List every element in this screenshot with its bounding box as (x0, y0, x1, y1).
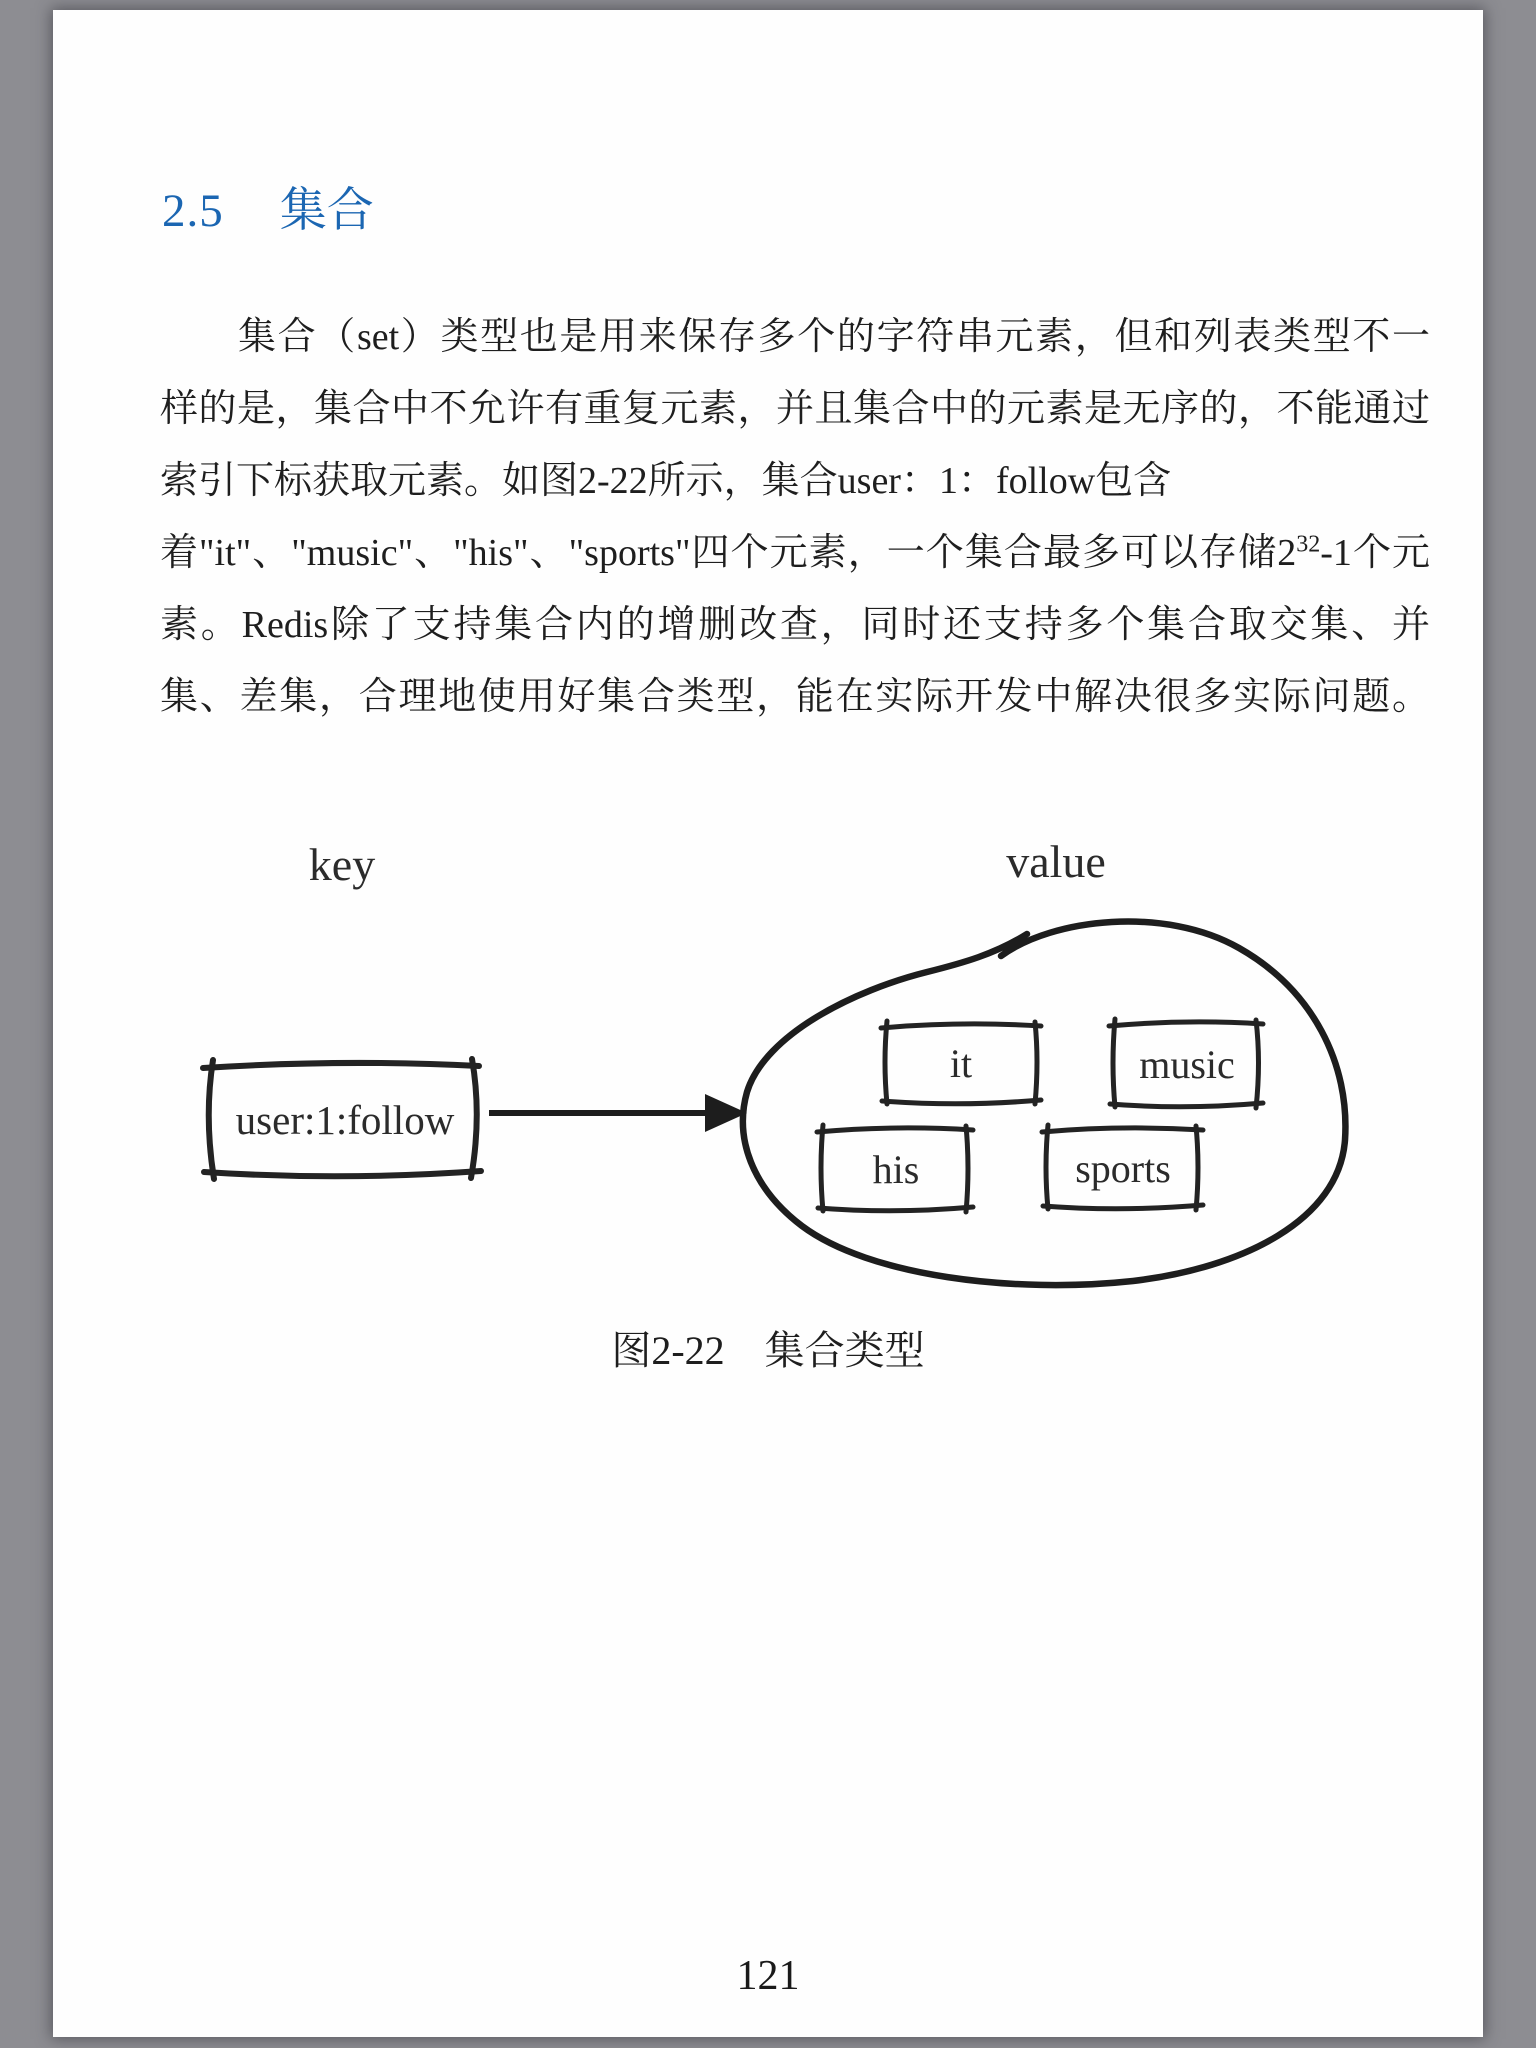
line-4-text: 着"it"、"music"、"his"、"sports"四个元素，一个集合最多可以存储2 (160, 532, 1297, 574)
text-line-2: 样的是，集合中不允许有重复元素，并且集合中的元素是无序的，不能通过 (160, 388, 1430, 430)
book-page (53, 10, 1483, 2037)
set-member-it: it (949, 1041, 973, 1086)
exponent-32: 32 (1296, 531, 1321, 558)
set-member-music: music (1139, 1042, 1235, 1087)
section-title: 集合 (279, 185, 374, 237)
key-box-text: user:1:follow (235, 1097, 455, 1143)
text-line-6: 集、差集，合理地使用好集合类型，能在实际开发中解决很多实际问题。 (160, 676, 1430, 718)
set-member-his: his (872, 1147, 920, 1192)
text-line-4 (160, 517, 1430, 589)
figure-caption: 图2-22 集合类型 (611, 1328, 925, 1373)
section-heading (162, 184, 374, 238)
key-to-set-arrow-icon (489, 1094, 747, 1132)
page-number: 121 (736, 1953, 800, 1999)
set-diagram-svg (53, 820, 1483, 1330)
set-member-sports: sports (1075, 1146, 1171, 1191)
key-label: key (308, 839, 376, 890)
text-line-1: 集合（set）类型也是用来保存多个的字符串元素，但和列表类型不一 (238, 316, 1430, 358)
value-label: value (1006, 836, 1106, 887)
section-number: 2.5 (162, 185, 224, 237)
text-line-5: 素。Redis除了支持集合内的增删改查，同时还支持多个集合取交集、并 (160, 604, 1430, 646)
figure-2-22 (53, 820, 1483, 1330)
line-4-tail: -1个元 (1320, 532, 1431, 574)
body-paragraph (160, 301, 1430, 733)
text-line-3: 索引下标获取元素。如图2-22所示，集合user：1：follow包含 (160, 460, 1172, 502)
